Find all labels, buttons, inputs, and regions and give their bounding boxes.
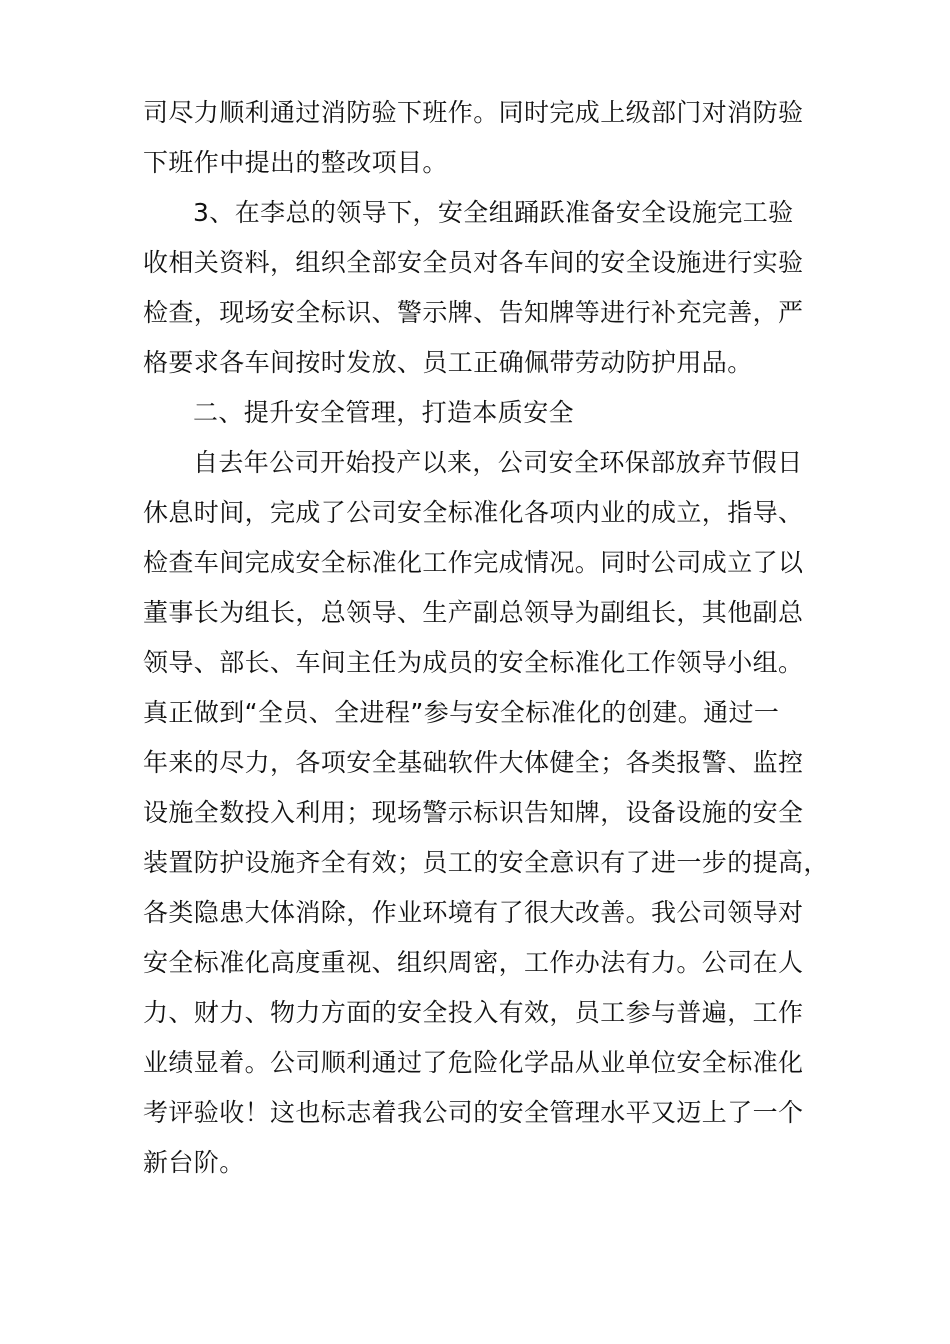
text-line: 新台阶。: [143, 1148, 245, 1177]
section-heading: 二、提升安全管理，打造本质安全: [193, 398, 575, 427]
text-line: 格要求各车间按时发放、员工正确佩带劳动防护用品。: [143, 348, 753, 377]
text-line: 收相关资料，组织全部安全员对各车间的安全设施进行实验: [143, 248, 804, 277]
text-line: 检查，现场安全标识、警示牌、告知牌等进行补充完善，严: [143, 298, 804, 327]
text-line: 力、财力、物力方面的安全投入有效，员工参与普遍，工作: [143, 998, 804, 1027]
text-line: 各类隐患大体消除，作业环境有了很大改善。我公司领导对: [143, 898, 804, 927]
text-line: 自去年公司开始投产以来，公司安全环保部放弃节假日: [193, 448, 803, 477]
text-line: 年来的尽力，各项安全基础软件大体健全；各类报警、监控: [143, 748, 804, 777]
text-line: 董事长为组长，总领导、生产副总领导为副组长，其他副总: [143, 598, 804, 627]
text-line: 设施全数投入利用；现场警示标识告知牌，设备设施的安全: [143, 798, 804, 827]
text-line: 检查车间完成安全标准化工作完成情况。同时公司成立了以: [143, 548, 804, 577]
text-line: 装置防护设施齐全有效；员工的安全意识有了进一步的提高，: [143, 848, 829, 877]
text-line: 真正做到“全员、全进程”参与安全标准化的创建。通过一: [143, 698, 780, 727]
text-line: 休息时间，完成了公司安全标准化各项内业的成立，指导、: [143, 498, 804, 527]
text-line: 领导、部长、车间主任为成员的安全标准化工作领导小组。: [143, 648, 804, 677]
text-line: 司尽力顺利通过消防验下班作。同时完成上级部门对消防验: [143, 98, 804, 127]
text-line: 考评验收！这也标志着我公司的安全管理水平又迈上了一个: [143, 1098, 804, 1127]
text-line: 下班作中提出的整改项目。: [143, 148, 448, 177]
text-line: 业绩显着。公司顺利通过了危险化学品从业单位安全标准化: [143, 1048, 804, 1077]
text-line: 安全标准化高度重视、组织周密，工作办法有力。公司在人: [143, 948, 804, 977]
text-line: 3、在李总的领导下，安全组踊跃准备安全设施完工验: [193, 198, 794, 227]
